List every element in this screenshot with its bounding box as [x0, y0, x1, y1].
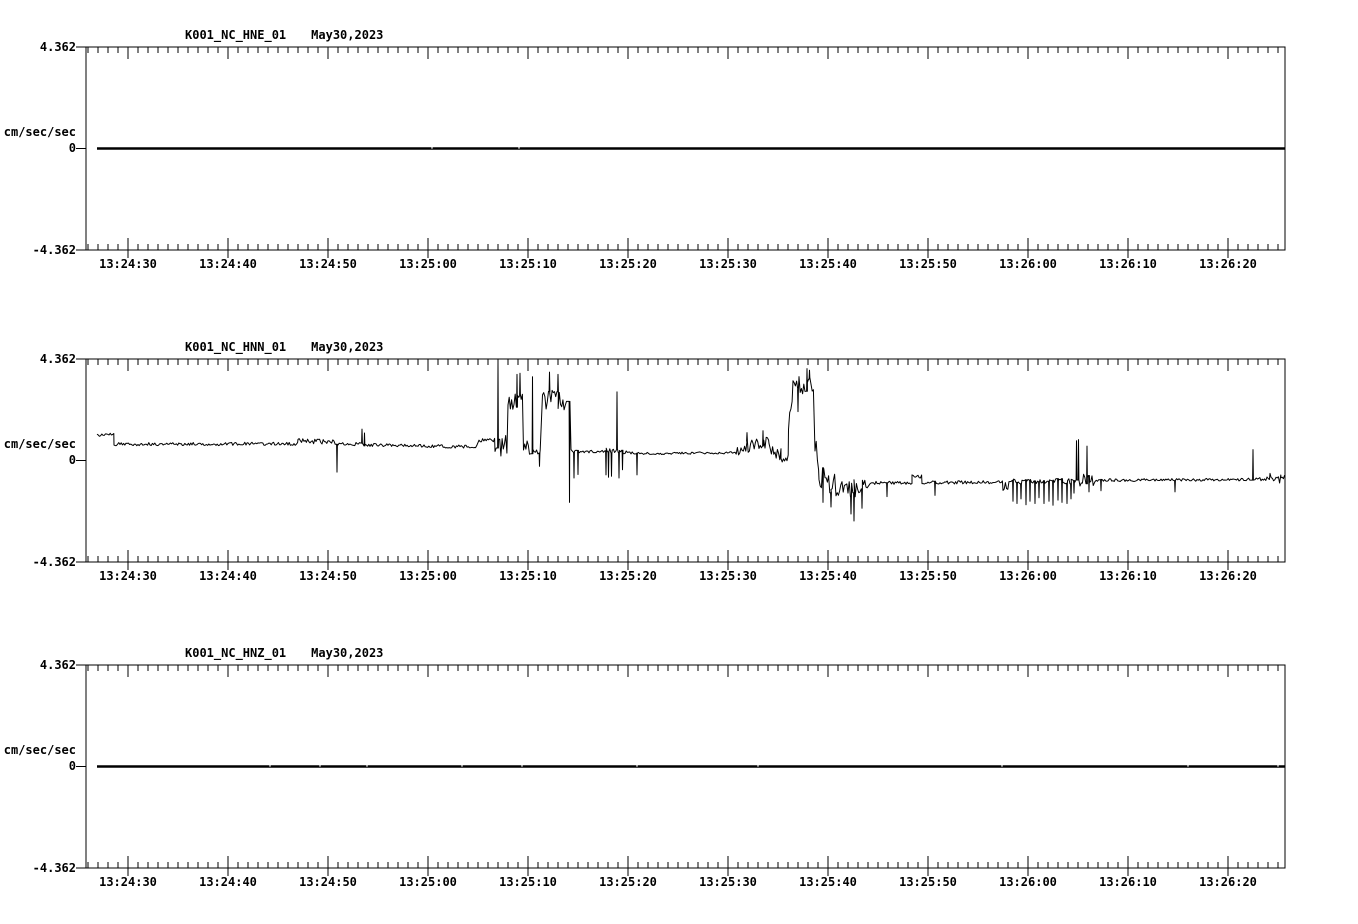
x-tick-label: 13:24:50	[299, 875, 357, 889]
x-tick-label: 13:24:40	[199, 875, 257, 889]
y-axis-units: cm/sec/sec	[3, 743, 76, 757]
x-tick-label: 13:25:20	[599, 875, 657, 889]
x-tick-label: 13:26:00	[999, 257, 1057, 271]
trace-plot-hnn	[0, 339, 1358, 602]
x-tick-label: 13:25:00	[399, 875, 457, 889]
x-tick-label: 13:24:30	[99, 569, 157, 583]
y-axis-units: cm/sec/sec	[3, 125, 76, 139]
date-label: May30,2023	[311, 646, 384, 660]
x-tick-label: 13:25:20	[599, 257, 657, 271]
channel-id: K001_NC_HNE_01	[185, 28, 287, 42]
trace-dropout	[366, 765, 367, 766]
x-tick-label: 13:24:30	[99, 875, 157, 889]
trace-dropout	[1277, 765, 1278, 766]
y-max-label: 4.362	[39, 40, 76, 54]
x-tick-label: 13:24:50	[299, 569, 357, 583]
x-tick-label: 13:25:00	[399, 257, 457, 271]
y-zero-label: 0	[68, 759, 76, 773]
x-tick-label: 13:24:50	[299, 257, 357, 271]
trace-plot-hnz	[0, 645, 1358, 908]
trace-dropout	[1001, 765, 1002, 766]
panel-hnz	[0, 645, 1358, 908]
x-tick-label: 13:25:30	[699, 569, 757, 583]
channel-id: K001_NC_HNN_01	[185, 340, 287, 354]
x-tick-label: 13:26:10	[1099, 569, 1157, 583]
x-tick-label: 13:25:10	[499, 875, 557, 889]
trace-plot-hne	[0, 27, 1358, 290]
x-tick-label: 13:25:30	[699, 257, 757, 271]
x-tick-label: 13:24:40	[199, 569, 257, 583]
x-tick-label: 13:25:10	[499, 569, 557, 583]
date-label: May30,2023	[311, 340, 384, 354]
x-tick-label: 13:25:50	[899, 875, 957, 889]
x-tick-label: 13:25:20	[599, 569, 657, 583]
x-tick-label: 13:26:20	[1199, 569, 1257, 583]
x-tick-label: 13:25:00	[399, 569, 457, 583]
y-zero-label: 0	[68, 141, 76, 155]
x-tick-label: 13:25:40	[799, 875, 857, 889]
x-tick-label: 13:25:50	[899, 569, 957, 583]
y-max-label: 4.362	[39, 352, 76, 366]
date-label: May30,2023	[311, 28, 384, 42]
x-tick-label: 13:24:30	[99, 257, 157, 271]
seismic-trace	[97, 363, 1285, 521]
y-min-label: -4.362	[32, 555, 76, 569]
x-tick-label: 13:24:40	[199, 257, 257, 271]
y-min-label: -4.362	[32, 861, 76, 875]
trace-dropout	[757, 765, 758, 766]
x-tick-label: 13:26:10	[1099, 875, 1157, 889]
x-tick-label: 13:26:00	[999, 569, 1057, 583]
x-tick-label: 13:26:00	[999, 875, 1057, 889]
x-tick-label: 13:25:40	[799, 257, 857, 271]
trace-dropout	[518, 147, 519, 148]
trace-dropout	[461, 765, 462, 766]
x-tick-label: 13:25:10	[499, 257, 557, 271]
y-zero-label: 0	[68, 453, 76, 467]
x-tick-label: 13:26:10	[1099, 257, 1157, 271]
y-min-label: -4.362	[32, 243, 76, 257]
y-axis-units: cm/sec/sec	[3, 437, 76, 451]
x-tick-label: 13:25:30	[699, 875, 757, 889]
y-max-label: 4.362	[39, 658, 76, 672]
plot-frame	[86, 359, 1285, 562]
trace-dropout	[269, 765, 270, 766]
panel-hne	[0, 27, 1358, 290]
trace-dropout	[1187, 765, 1188, 766]
trace-dropout	[431, 147, 432, 148]
x-tick-label: 13:26:20	[1199, 257, 1257, 271]
x-tick-label: 13:25:40	[799, 569, 857, 583]
panel-hnn	[0, 339, 1358, 602]
trace-dropout	[521, 765, 522, 766]
x-tick-label: 13:25:50	[899, 257, 957, 271]
x-tick-label: 13:26:20	[1199, 875, 1257, 889]
trace-dropout	[319, 765, 320, 766]
trace-dropout	[636, 765, 637, 766]
channel-id: K001_NC_HNZ_01	[185, 646, 287, 660]
